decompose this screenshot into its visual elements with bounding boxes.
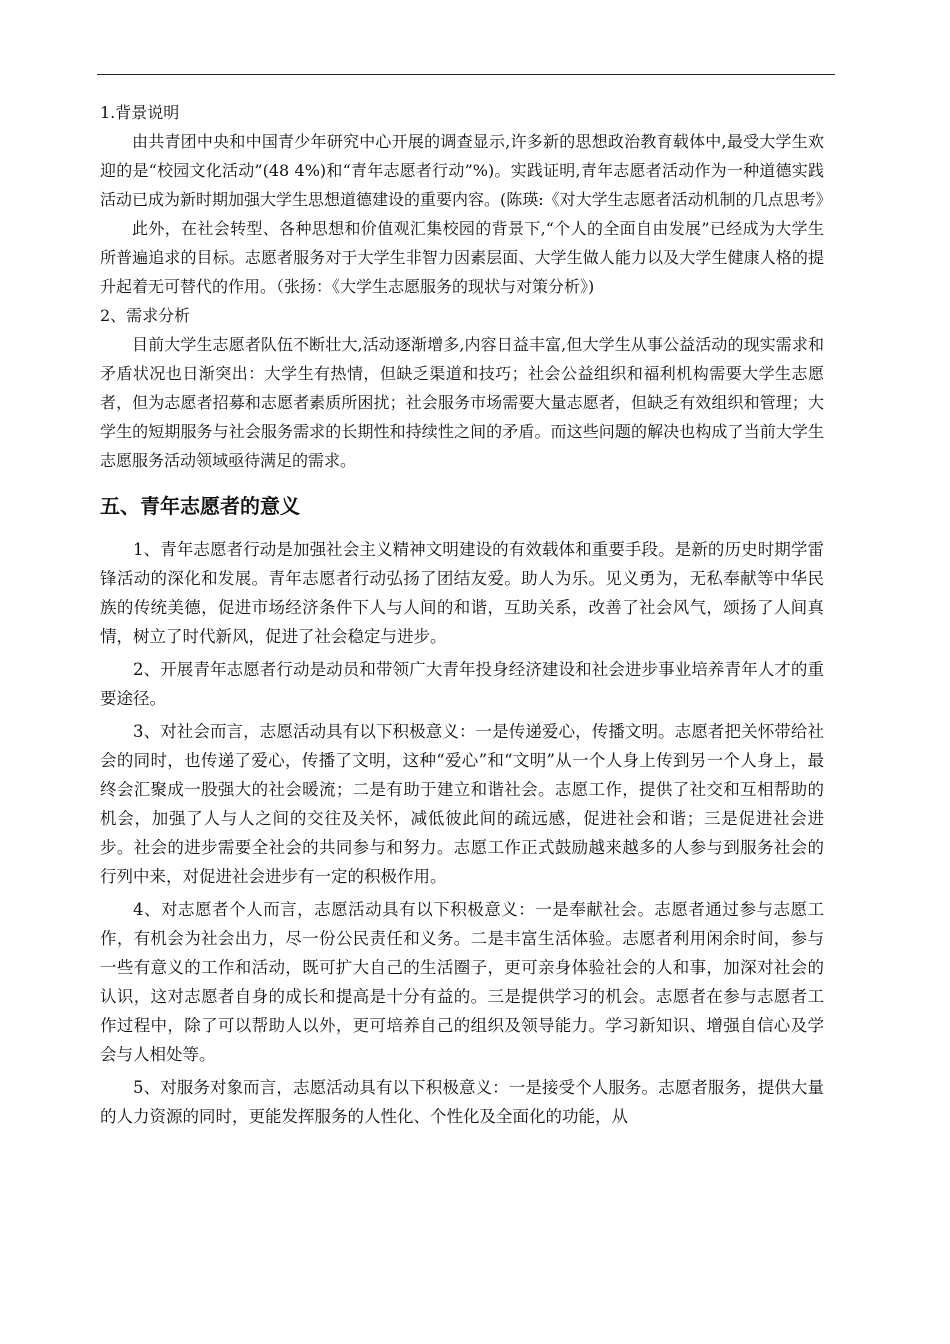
significance-paragraph-5: 5、对服务对象而言，志愿活动具有以下积极意义：一是接受个人服务。志愿者服务，提供大量的人力资源的同时，更能发挥服务的人性化、个性化及全面化的功能，从: [100, 1078, 824, 1126]
background-heading: 1.背景说明: [100, 103, 180, 122]
significance-paragraph-4: 4、对志愿者个人而言，志愿活动具有以下积极意义：一是奉献社会。志愿者通过参与志愿工作，有机会为社会出力，尽一份公民责任和义务。二是丰富生活体验。志愿者利用闲余时间，参与一些有意义的工作和活动，既可扩大自己的生活圈子，更可亲身体验社会的人和事，加深对社会的认识，这对志愿者自身的成长和提高是十分有益的。三是提供学习的机会。志愿者在参与志愿者工作过程中，除了可以帮助人以外，更可培养自己的组织及领导能力。学习新知识、增强自信心及学会与人相处等。: [100, 900, 824, 1064]
section-title: 五、青年志愿者的意义: [100, 494, 300, 518]
background-section: [100, 98, 832, 475]
background-paragraph-1: 由共青团中央和中国青少年研究中心开展的调查显示,许多新的思想政治教育载体中,最受大学生欢迎的是“校园文化活动”(48 4%)和“青年志愿者行动”%)。实践证明,青年志愿者活动作为一种道德实践活动已成为新时期加强大学生思想道德建设的重要内容。(陈瑛:《对大学生志愿者活动机制的几点思考》: [100, 132, 832, 209]
significance-paragraph-2: 2、开展青年志愿者行动是动员和带领广大青年投身经济建设和社会进步事业培养青年人才的重要途径。: [100, 660, 824, 708]
significance-paragraph-3: 3、对社会而言，志愿活动具有以下积极意义：一是传递爱心，传播文明。志愿者把关怀带给社会的同时，也传递了爱心，传播了文明，这种“爱心”和“文明”从一个人身上传到另一个人身上，最终会汇聚成一股强大的社会暖流；二是有助于建立和谐社会。志愿工作，提供了社交和互相帮助的机会，加强了人与人之间的交往及关怀，减低彼此间的疏远感，促进社会和谐；三是促进社会进步。社会的进步需要全社会的共同参与和努力。志愿工作正式鼓励越来越多的人参与到服务社会的行列中来，对促进社会进步有一定的积极作用。: [100, 722, 824, 886]
significance-paragraph-1: 1、青年志愿者行动是加强社会主义精神文明建设的有效载体和重要手段。是新的历史时期学雷锋活动的深化和发展。青年志愿者行动弘扬了团结友爱。助人为乐。见义勇为，无私奉献等中华民族的传统美德，促进市场经济条件下人与人间的和谐，互助关系，改善了社会风气，颂扬了人间真情，树立了时代新风，促进了社会稳定与进步。: [100, 540, 824, 646]
header-rule: [97, 74, 835, 75]
demand-heading: 2、需求分析: [100, 306, 191, 325]
document-body: [100, 98, 832, 1135]
background-paragraph-2: 此外，在社会转型、各种思想和价值观汇集校园的背景下,“个人的全面自由发展”已经成为大学生所普遍追求的目标。志愿者服务对于大学生非智力因素层面、大学生做人能力以及大学生健康人格的提升起着无可替代的作用。（张扬：《大学生志愿服务的现状与对策分析》): [100, 219, 824, 296]
significance-section: [100, 535, 824, 1131]
demand-paragraph-1: 目前大学生志愿者队伍不断壮大,活动逐渐增多,内容日益丰富,但大学生从事公益活动的现实需求和矛盾状况也日渐突出：大学生有热情，但缺乏渠道和技巧；社会公益组织和福利机构需要大学生志愿者，但为志愿者招募和志愿者素质所困扰；社会服务市场需要大量志愿者，但缺乏有效组织和管理；大学生的短期服务与社会服务需求的长期性和持续性之间的矛盾。而这些问题的解决也构成了当前大学生志愿服务活动领域亟待满足的需求。: [100, 335, 824, 470]
